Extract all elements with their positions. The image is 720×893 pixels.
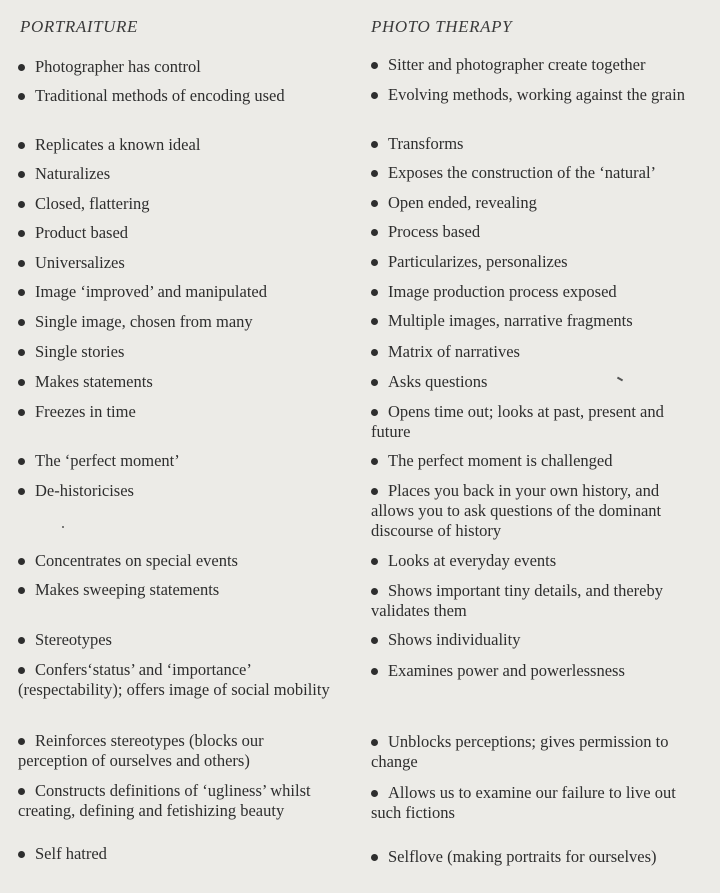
photo-therapy-item: Asks questions (371, 372, 703, 392)
bullet-icon (18, 488, 25, 495)
bullet-icon (18, 637, 25, 644)
bullet-icon (371, 668, 378, 675)
bullet-icon (371, 170, 378, 177)
photo-therapy-heading: PHOTO THERAPY (371, 17, 513, 36)
photo-therapy-item: Allows us to examine our failure to live out such fictions (371, 783, 676, 822)
photo-therapy-item: Process based (371, 222, 703, 242)
bullet-icon (18, 667, 25, 674)
bullet-icon (18, 93, 25, 100)
portraiture-item: Single stories (18, 342, 348, 362)
photo-therapy-item: Open ended, revealing (371, 193, 703, 213)
photo-therapy-item: Examines power and powerlessness (371, 661, 703, 681)
bullet-icon (18, 458, 25, 465)
portraiture-item: Self hatred (18, 844, 348, 864)
portraiture-item: Constructs definitions of ‘ugliness’ whilst creating, defining and fetishizing beauty (18, 781, 311, 820)
stray-dot (62, 526, 64, 528)
bullet-icon (18, 201, 25, 208)
bullet-icon (18, 409, 25, 416)
photo-therapy-item: Transforms (371, 134, 703, 154)
photo-therapy-item: Looks at everyday events (371, 551, 703, 571)
bullet-icon (371, 318, 378, 325)
photo-therapy-item: Sitter and photographer create together (371, 55, 703, 75)
bullet-icon (18, 788, 25, 795)
photo-therapy-item: Multiple images, narrative fragments (371, 311, 703, 331)
bullet-icon (18, 230, 25, 237)
portraiture-item: Universalizes (18, 253, 348, 273)
bullet-icon (371, 588, 378, 595)
bullet-icon (371, 739, 378, 746)
bullet-icon (371, 229, 378, 236)
portraiture-item: Single image, chosen from many (18, 312, 348, 332)
portraiture-item: Reinforces stereotypes (blocks our perception of ourselves and others) (18, 731, 264, 770)
photo-therapy-item: Places you back in your own history, and allows you to ask questions of the dominant discourse of history (371, 481, 662, 540)
bullet-icon (371, 488, 378, 495)
bullet-icon (371, 637, 378, 644)
bullet-icon (371, 92, 378, 99)
portraiture-item: Replicates a known ideal (18, 135, 348, 155)
bullet-icon (371, 379, 378, 386)
photo-therapy-item: Shows individuality (371, 630, 703, 650)
bullet-icon (18, 319, 25, 326)
bullet-icon (18, 738, 25, 745)
bullet-icon (371, 790, 378, 797)
bullet-icon (18, 851, 25, 858)
photo-therapy-item: The perfect moment is challenged (371, 451, 703, 471)
bullet-icon (371, 289, 378, 296)
photo-therapy-item: Unblocks perceptions; gives permission to change (371, 732, 669, 771)
portraiture-item: Stereotypes (18, 630, 348, 650)
bullet-icon (371, 458, 378, 465)
photo-therapy-item: Opens time out; looks at past, present and future (371, 402, 664, 441)
bullet-icon (371, 259, 378, 266)
portraiture-item: Closed, flattering (18, 194, 348, 214)
bullet-icon (18, 587, 25, 594)
portraiture-item: Makes statements (18, 372, 348, 392)
photo-therapy-item: Matrix of narratives (371, 342, 703, 362)
bullet-icon (18, 349, 25, 356)
bullet-icon (18, 260, 25, 267)
bullet-icon (371, 409, 378, 416)
portraiture-item: De-historicises (18, 481, 348, 501)
portraiture-item: Makes sweeping statements (18, 580, 348, 600)
portraiture-item: Naturalizes (18, 164, 348, 184)
portraiture-item: Confers‘status’ and ‘importance’ (respectability); offers image of social mobility (18, 660, 330, 699)
portraiture-item: Photographer has control (18, 57, 348, 77)
portraiture-heading: PORTRAITURE (20, 17, 139, 36)
portraiture-item: Concentrates on special events (18, 551, 348, 571)
portraiture-item: Freezes in time (18, 402, 348, 422)
bullet-icon (18, 64, 25, 71)
bullet-icon (371, 200, 378, 207)
bullet-icon (371, 141, 378, 148)
bullet-icon (371, 349, 378, 356)
portraiture-item: Image ‘improved’ and manipulated (18, 282, 348, 302)
photo-therapy-item: Exposes the construction of the ‘natural’ (371, 163, 703, 183)
portraiture-item: The ‘perfect moment’ (18, 451, 348, 471)
bullet-icon (371, 854, 378, 861)
bullet-icon (18, 289, 25, 296)
photo-therapy-item: Evolving methods, working against the grain (371, 85, 689, 105)
photo-therapy-item: Particularizes, personalizes (371, 252, 703, 272)
bullet-icon (371, 62, 378, 69)
photo-therapy-item: Shows important tiny details, and thereby validates them (371, 581, 663, 620)
bullet-icon (18, 171, 25, 178)
portraiture-item: Traditional methods of encoding used (18, 86, 348, 106)
photo-therapy-item: Image production process exposed (371, 282, 703, 302)
photo-therapy-item: Selflove (making portraits for ourselves) (371, 847, 703, 867)
bullet-icon (18, 379, 25, 386)
bullet-icon (18, 142, 25, 149)
portraiture-item: Product based (18, 223, 348, 243)
bullet-icon (371, 558, 378, 565)
bullet-icon (18, 558, 25, 565)
